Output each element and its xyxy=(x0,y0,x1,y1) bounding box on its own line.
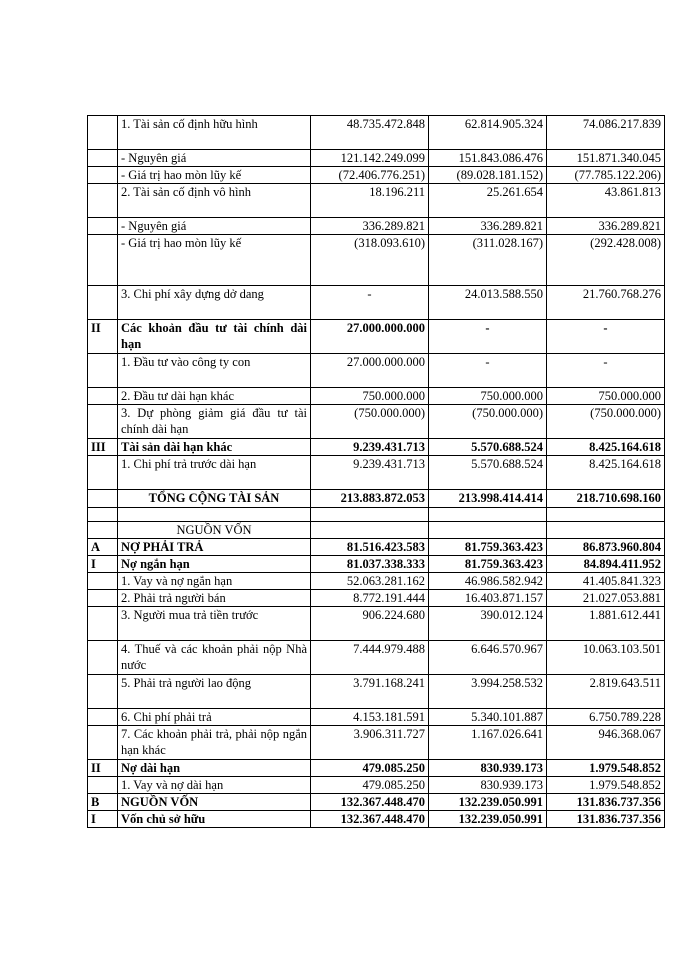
row-value-cell: 479.085.250 xyxy=(311,760,429,777)
table-row xyxy=(88,116,665,150)
row-code-cell xyxy=(88,150,118,167)
table-row xyxy=(88,235,665,286)
row-value-cell: (311.028.167) xyxy=(429,235,547,286)
row-code-cell xyxy=(88,116,118,150)
row-value-cell: 8.772.191.444 xyxy=(311,590,429,607)
row-value-cell xyxy=(547,508,665,522)
row-value-cell: (750.000.000) xyxy=(547,405,665,439)
row-value-cell: 2.819.643.511 xyxy=(547,675,665,709)
table-row xyxy=(88,456,665,490)
row-value-cell: 946.368.067 xyxy=(547,726,665,760)
row-value-cell: - xyxy=(429,320,547,354)
table-row xyxy=(88,641,665,675)
row-value-cell: 3.791.168.241 xyxy=(311,675,429,709)
row-value-cell: 336.289.821 xyxy=(311,218,429,235)
row-label-cell: 6. Chi phí phải trả xyxy=(118,709,311,726)
row-value-cell: 479.085.250 xyxy=(311,777,429,794)
row-value-cell: 3.994.258.532 xyxy=(429,675,547,709)
row-value-cell: 24.013.588.550 xyxy=(429,286,547,320)
row-code-cell: A xyxy=(88,539,118,556)
row-label-cell: Vốn chủ sở hữu xyxy=(118,811,311,828)
row-value-cell: 81.759.363.423 xyxy=(429,556,547,573)
row-value-cell: 6.750.789.228 xyxy=(547,709,665,726)
row-label-cell: 3. Dự phòng giảm giá đầu tư tài chính dài hạn xyxy=(118,405,311,439)
row-label-cell: Các khoản đầu tư tài chính dài hạn xyxy=(118,320,311,354)
row-value-cell: 131.836.737.356 xyxy=(547,794,665,811)
row-value-cell: 218.710.698.160 xyxy=(547,490,665,508)
table-row xyxy=(88,709,665,726)
row-code-cell xyxy=(88,235,118,286)
table-row xyxy=(88,167,665,184)
row-label-cell: 1. Vay và nợ ngắn hạn xyxy=(118,573,311,590)
row-value-cell: 5.570.688.524 xyxy=(429,439,547,456)
row-value-cell: 336.289.821 xyxy=(429,218,547,235)
row-value-cell: 52.063.281.162 xyxy=(311,573,429,590)
row-label-cell: 2. Phải trả người bán xyxy=(118,590,311,607)
table-row xyxy=(88,675,665,709)
row-code-cell: III xyxy=(88,439,118,456)
row-value-cell: (750.000.000) xyxy=(311,405,429,439)
row-value-cell: 18.196.211 xyxy=(311,184,429,218)
table-row xyxy=(88,405,665,439)
table-row xyxy=(88,811,665,828)
table-row xyxy=(88,539,665,556)
row-value-cell: 750.000.000 xyxy=(547,388,665,405)
row-code-cell xyxy=(88,184,118,218)
row-code-cell xyxy=(88,607,118,641)
row-value-cell: 132.367.448.470 xyxy=(311,794,429,811)
row-code-cell xyxy=(88,590,118,607)
row-value-cell: (72.406.776.251) xyxy=(311,167,429,184)
row-value-cell: 213.883.872.053 xyxy=(311,490,429,508)
table-row xyxy=(88,439,665,456)
row-code-cell xyxy=(88,167,118,184)
row-value-cell: 27.000.000.000 xyxy=(311,320,429,354)
row-value-cell: 121.142.249.099 xyxy=(311,150,429,167)
row-code-cell: I xyxy=(88,556,118,573)
row-value-cell xyxy=(311,522,429,539)
row-label-cell: 4. Thuế và các khoản phải nộp Nhà nước xyxy=(118,641,311,675)
table-row xyxy=(88,777,665,794)
row-value-cell: 46.986.582.942 xyxy=(429,573,547,590)
row-value-cell: 21.027.053.881 xyxy=(547,590,665,607)
row-value-cell: 48.735.472.848 xyxy=(311,116,429,150)
row-code-cell xyxy=(88,405,118,439)
table-row xyxy=(88,794,665,811)
row-value-cell: (318.093.610) xyxy=(311,235,429,286)
table-row xyxy=(88,556,665,573)
row-value-cell: 43.861.813 xyxy=(547,184,665,218)
table-row xyxy=(88,607,665,641)
row-label-cell: 2. Tài sản cố định vô hình xyxy=(118,184,311,218)
row-value-cell: 390.012.124 xyxy=(429,607,547,641)
row-label-cell: 2. Đầu tư dài hạn khác xyxy=(118,388,311,405)
row-value-cell: 1.979.548.852 xyxy=(547,777,665,794)
row-value-cell: 750.000.000 xyxy=(429,388,547,405)
row-label-cell: 1. Vay và nợ dài hạn xyxy=(118,777,311,794)
row-value-cell: (89.028.181.152) xyxy=(429,167,547,184)
row-label-cell: NGUỒN VỐN xyxy=(118,794,311,811)
row-code-cell xyxy=(88,456,118,490)
row-code-cell: II xyxy=(88,760,118,777)
row-value-cell: 9.239.431.713 xyxy=(311,439,429,456)
row-code-cell xyxy=(88,522,118,539)
row-value-cell: 74.086.217.839 xyxy=(547,116,665,150)
row-value-cell: 8.425.164.618 xyxy=(547,439,665,456)
row-label-cell: 1. Tài sản cố định hữu hình xyxy=(118,116,311,150)
row-value-cell: 81.516.423.583 xyxy=(311,539,429,556)
row-value-cell: - xyxy=(311,286,429,320)
row-label-cell: - Nguyên giá xyxy=(118,218,311,235)
table-row xyxy=(88,590,665,607)
row-code-cell xyxy=(88,777,118,794)
row-value-cell: 132.367.448.470 xyxy=(311,811,429,828)
row-code-cell xyxy=(88,641,118,675)
table-row xyxy=(88,726,665,760)
row-code-cell xyxy=(88,573,118,590)
row-value-cell: (77.785.122.206) xyxy=(547,167,665,184)
row-code-cell xyxy=(88,388,118,405)
row-code-cell: II xyxy=(88,320,118,354)
row-value-cell: 81.037.338.333 xyxy=(311,556,429,573)
row-code-cell xyxy=(88,354,118,388)
row-label-cell: 3. Người mua trả tiền trước xyxy=(118,607,311,641)
row-value-cell: 132.239.050.991 xyxy=(429,794,547,811)
row-value-cell: 7.444.979.488 xyxy=(311,641,429,675)
table-row xyxy=(88,760,665,777)
row-label-cell: - Nguyên giá xyxy=(118,150,311,167)
row-code-cell xyxy=(88,675,118,709)
row-code-cell xyxy=(88,726,118,760)
row-value-cell: 10.063.103.501 xyxy=(547,641,665,675)
row-value-cell: - xyxy=(547,320,665,354)
row-label-cell: 5. Phải trả người lao động xyxy=(118,675,311,709)
table-row xyxy=(88,573,665,590)
row-value-cell: 151.843.086.476 xyxy=(429,150,547,167)
row-label-cell xyxy=(118,508,311,522)
row-value-cell: 906.224.680 xyxy=(311,607,429,641)
row-label-cell: NỢ PHẢI TRẢ xyxy=(118,539,311,556)
table-row xyxy=(88,388,665,405)
row-value-cell: (292.428.008) xyxy=(547,235,665,286)
row-value-cell: 16.403.871.157 xyxy=(429,590,547,607)
row-label-cell: 3. Chi phí xây dựng dở dang xyxy=(118,286,311,320)
table-row xyxy=(88,508,665,522)
row-value-cell xyxy=(311,508,429,522)
row-value-cell: 131.836.737.356 xyxy=(547,811,665,828)
balance-sheet-table xyxy=(87,115,665,828)
row-label-cell: Nợ dài hạn xyxy=(118,760,311,777)
row-label-cell: Tài sản dài hạn khác xyxy=(118,439,311,456)
row-value-cell: 1.979.548.852 xyxy=(547,760,665,777)
row-code-cell xyxy=(88,709,118,726)
table-row xyxy=(88,218,665,235)
row-code-cell: B xyxy=(88,794,118,811)
table-row xyxy=(88,286,665,320)
row-value-cell: 750.000.000 xyxy=(311,388,429,405)
row-code-cell xyxy=(88,490,118,508)
row-value-cell: 1.167.026.641 xyxy=(429,726,547,760)
row-label-cell: Nợ ngắn hạn xyxy=(118,556,311,573)
row-value-cell: 132.239.050.991 xyxy=(429,811,547,828)
row-value-cell: 25.261.654 xyxy=(429,184,547,218)
row-code-cell xyxy=(88,218,118,235)
row-value-cell: (750.000.000) xyxy=(429,405,547,439)
row-label-cell: 1. Đầu tư vào công ty con xyxy=(118,354,311,388)
row-label-cell: NGUỒN VỐN xyxy=(118,522,311,539)
balance-sheet-body xyxy=(88,116,665,828)
row-value-cell: 8.425.164.618 xyxy=(547,456,665,490)
row-value-cell: 6.646.570.967 xyxy=(429,641,547,675)
row-value-cell xyxy=(547,522,665,539)
row-value-cell: 830.939.173 xyxy=(429,760,547,777)
table-row xyxy=(88,320,665,354)
row-value-cell: 62.814.905.324 xyxy=(429,116,547,150)
row-value-cell: 5.570.688.524 xyxy=(429,456,547,490)
row-code-cell: I xyxy=(88,811,118,828)
table-row xyxy=(88,150,665,167)
row-label-cell: 7. Các khoản phải trả, phải nộp ngắn hạn khác xyxy=(118,726,311,760)
row-value-cell xyxy=(429,508,547,522)
row-value-cell: 81.759.363.423 xyxy=(429,539,547,556)
row-value-cell: 4.153.181.591 xyxy=(311,709,429,726)
table-row xyxy=(88,184,665,218)
row-label-cell: - Giá trị hao mòn lũy kế xyxy=(118,235,311,286)
row-label-cell: TỔNG CỘNG TÀI SẢN xyxy=(118,490,311,508)
row-value-cell: - xyxy=(429,354,547,388)
row-label-cell: - Giá trị hao mòn lũy kế xyxy=(118,167,311,184)
row-label-cell: 1. Chi phí trả trước dài hạn xyxy=(118,456,311,490)
row-value-cell: 830.939.173 xyxy=(429,777,547,794)
row-value-cell: 1.881.612.441 xyxy=(547,607,665,641)
row-value-cell: 3.906.311.727 xyxy=(311,726,429,760)
row-value-cell: 151.871.340.045 xyxy=(547,150,665,167)
row-value-cell: 5.340.101.887 xyxy=(429,709,547,726)
row-value-cell: - xyxy=(547,354,665,388)
table-row xyxy=(88,490,665,508)
table-row xyxy=(88,354,665,388)
row-value-cell: 27.000.000.000 xyxy=(311,354,429,388)
row-value-cell xyxy=(429,522,547,539)
row-value-cell: 84.894.411.952 xyxy=(547,556,665,573)
row-value-cell: 336.289.821 xyxy=(547,218,665,235)
row-value-cell: 213.998.414.414 xyxy=(429,490,547,508)
row-value-cell: 9.239.431.713 xyxy=(311,456,429,490)
table-row xyxy=(88,522,665,539)
row-value-cell: 41.405.841.323 xyxy=(547,573,665,590)
row-value-cell: 21.760.768.276 xyxy=(547,286,665,320)
row-code-cell xyxy=(88,508,118,522)
row-code-cell xyxy=(88,286,118,320)
row-value-cell: 86.873.960.804 xyxy=(547,539,665,556)
